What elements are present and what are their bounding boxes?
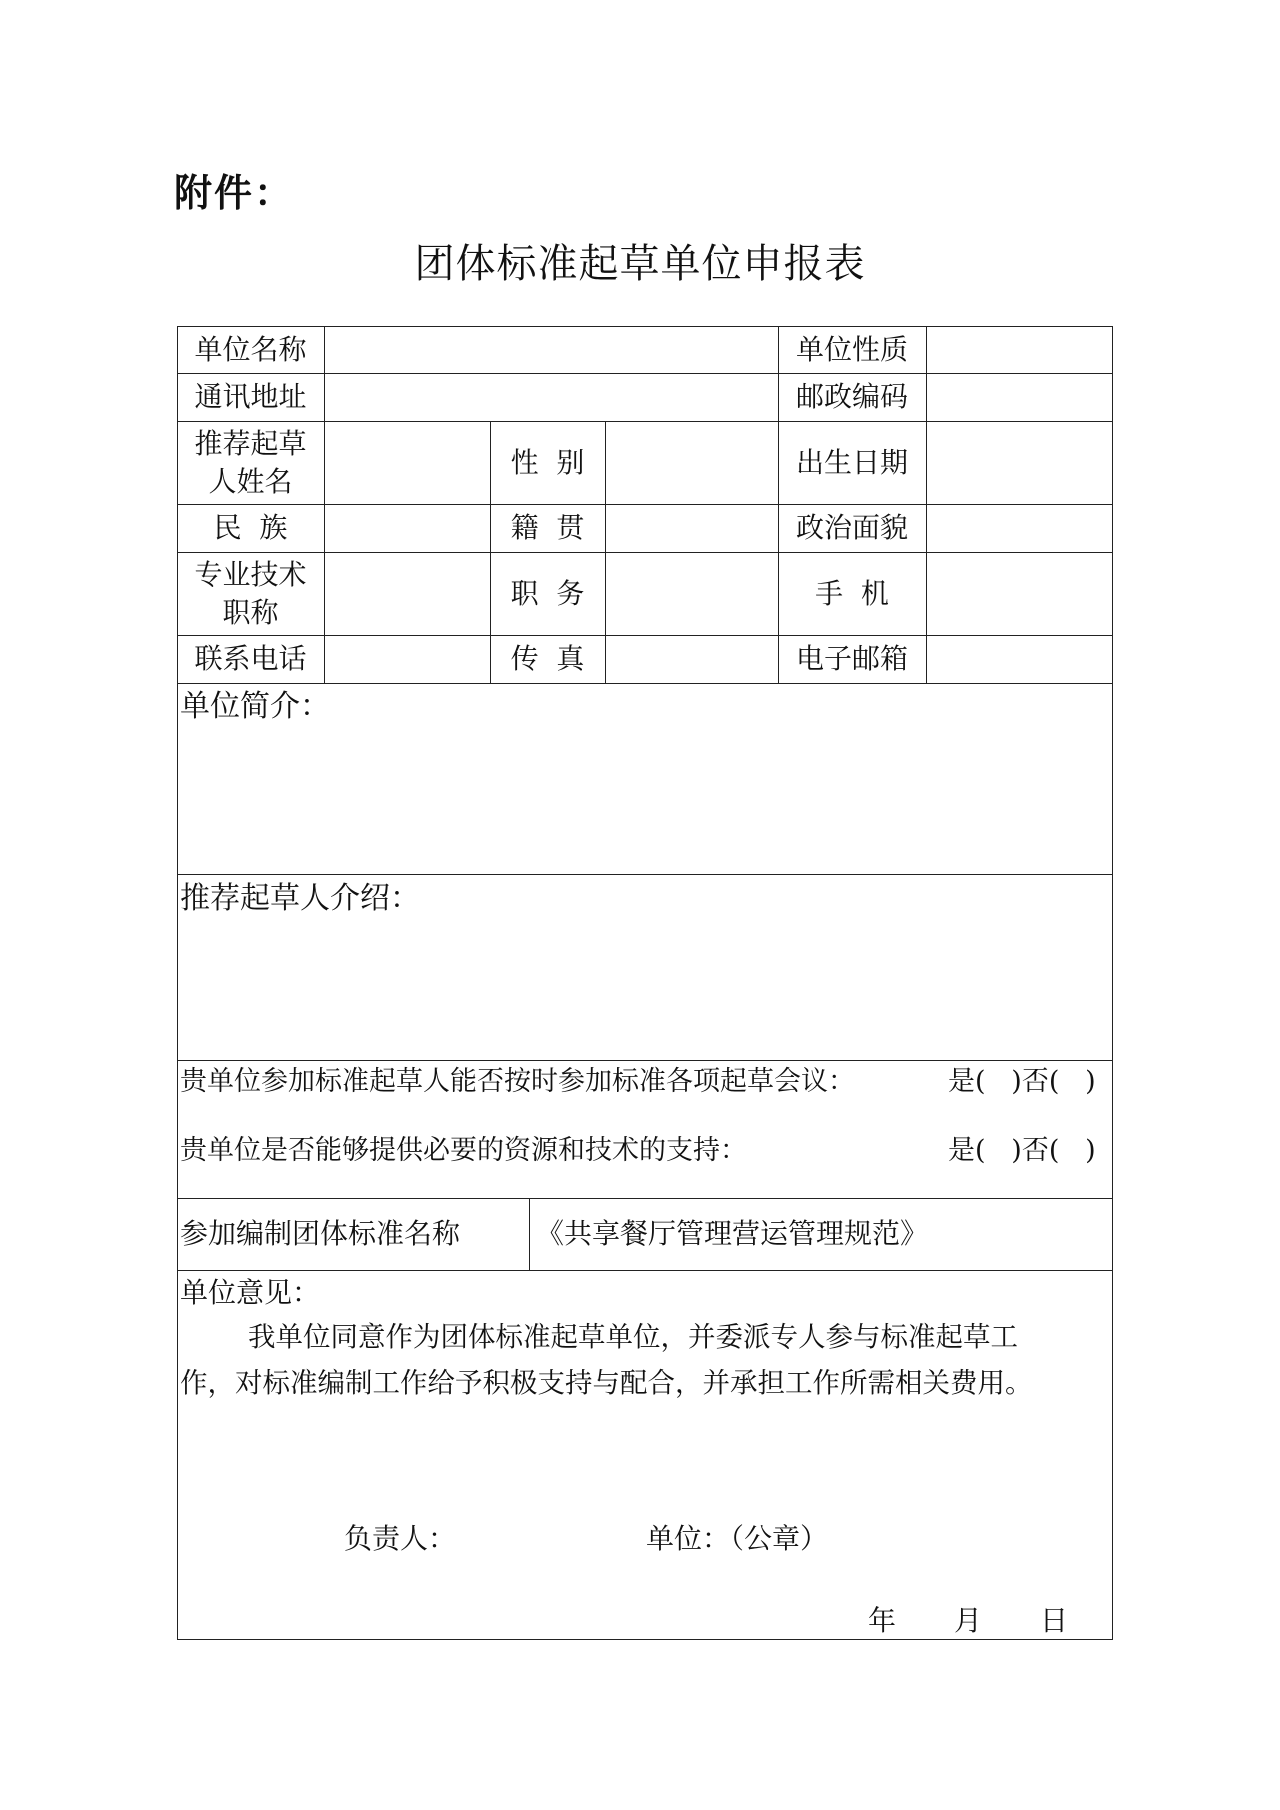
email-label: 电子邮箱 xyxy=(795,642,908,675)
native-place-label: 籍 贯 xyxy=(510,511,585,544)
drafter-name-label-line1: 推荐起草 xyxy=(194,426,307,460)
responsible-person-label: 负责人： xyxy=(344,1522,457,1555)
row-divider xyxy=(177,1270,1113,1271)
drafter-name-field[interactable] xyxy=(324,421,490,504)
attachment-label: 附件： xyxy=(174,171,295,215)
address-field[interactable] xyxy=(324,373,778,421)
professional-title-label-line2: 职称 xyxy=(222,595,279,629)
meeting-attendance-question: 贵单位参加标准起草人能否按时参加标准各项起草会议： xyxy=(180,1066,855,1097)
unit-opinion-line-2: 作，对标准编制工作给予积极支持与配合，并承担工作所需相关费用。 xyxy=(180,1367,1033,1399)
birth-date-label: 出生日期 xyxy=(795,445,908,479)
standard-name-label: 参加编制团体标准名称 xyxy=(180,1217,461,1250)
gender-label: 性 别 xyxy=(510,445,585,479)
drafter-name-label-line2: 人姓名 xyxy=(208,464,293,498)
resource-support-question: 贵单位是否能够提供必要的资源和技术的支持： xyxy=(180,1135,747,1166)
phone-label: 联系电话 xyxy=(194,642,307,675)
form-title: 团体标准起草单位申报表 xyxy=(414,241,866,287)
position-field[interactable] xyxy=(605,552,778,635)
row-divider xyxy=(177,874,1113,875)
date-day: 日 xyxy=(1040,1604,1069,1637)
birth-date-field[interactable] xyxy=(926,421,1113,504)
unit-nature-field[interactable] xyxy=(926,326,1113,373)
row-divider xyxy=(177,1198,1113,1199)
resource-support-answer[interactable]: 是( )否( ) xyxy=(948,1135,1096,1166)
native-place-field[interactable] xyxy=(605,504,778,552)
date-year: 年 xyxy=(868,1604,897,1637)
mobile-label: 手 机 xyxy=(815,576,889,610)
fax-label: 传 真 xyxy=(510,642,585,675)
unit-seal-label: 单位：（公章） xyxy=(646,1522,829,1555)
unit-intro-label: 单位简介： xyxy=(180,689,330,724)
unit-opinion-line-1: 我单位同意作为团体标准起草单位，并委派专人参与标准起草工 xyxy=(248,1321,1018,1353)
professional-title-label-line1: 专业技术 xyxy=(194,557,307,591)
phone-field[interactable] xyxy=(324,635,490,683)
email-field[interactable] xyxy=(926,635,1113,683)
professional-title-label xyxy=(177,552,324,635)
unit-intro-field[interactable] xyxy=(177,730,1113,874)
gender-field[interactable] xyxy=(605,421,778,504)
drafter-intro-label: 推荐起草人介绍： xyxy=(180,881,420,916)
postal-code-label: 邮政编码 xyxy=(795,380,908,413)
drafter-name-label xyxy=(177,421,324,504)
professional-title-field[interactable] xyxy=(324,552,490,635)
mobile-field[interactable] xyxy=(926,552,1113,635)
position-label: 职 务 xyxy=(510,576,585,610)
fax-field[interactable] xyxy=(605,635,778,683)
address-label: 通讯地址 xyxy=(194,380,307,413)
ethnicity-field[interactable] xyxy=(324,504,490,552)
drafter-intro-field[interactable] xyxy=(177,922,1113,1060)
unit-name-label: 单位名称 xyxy=(194,332,307,366)
date-month: 月 xyxy=(954,1604,983,1637)
postal-code-field[interactable] xyxy=(926,373,1113,421)
row-divider xyxy=(177,683,1113,684)
unit-opinion-label: 单位意见： xyxy=(180,1276,321,1309)
ethnicity-label: 民 族 xyxy=(213,511,288,544)
unit-nature-label: 单位性质 xyxy=(795,332,908,366)
political-status-field[interactable] xyxy=(926,504,1113,552)
row-divider xyxy=(177,1060,1113,1061)
political-status-label: 政治面貌 xyxy=(795,511,908,544)
meeting-attendance-answer[interactable]: 是( )否( ) xyxy=(948,1066,1096,1097)
col-divider xyxy=(529,1198,530,1270)
standard-name-value[interactable]: 《共享餐厅管理营运管理规范》 xyxy=(536,1217,929,1250)
unit-name-field[interactable] xyxy=(324,326,778,373)
